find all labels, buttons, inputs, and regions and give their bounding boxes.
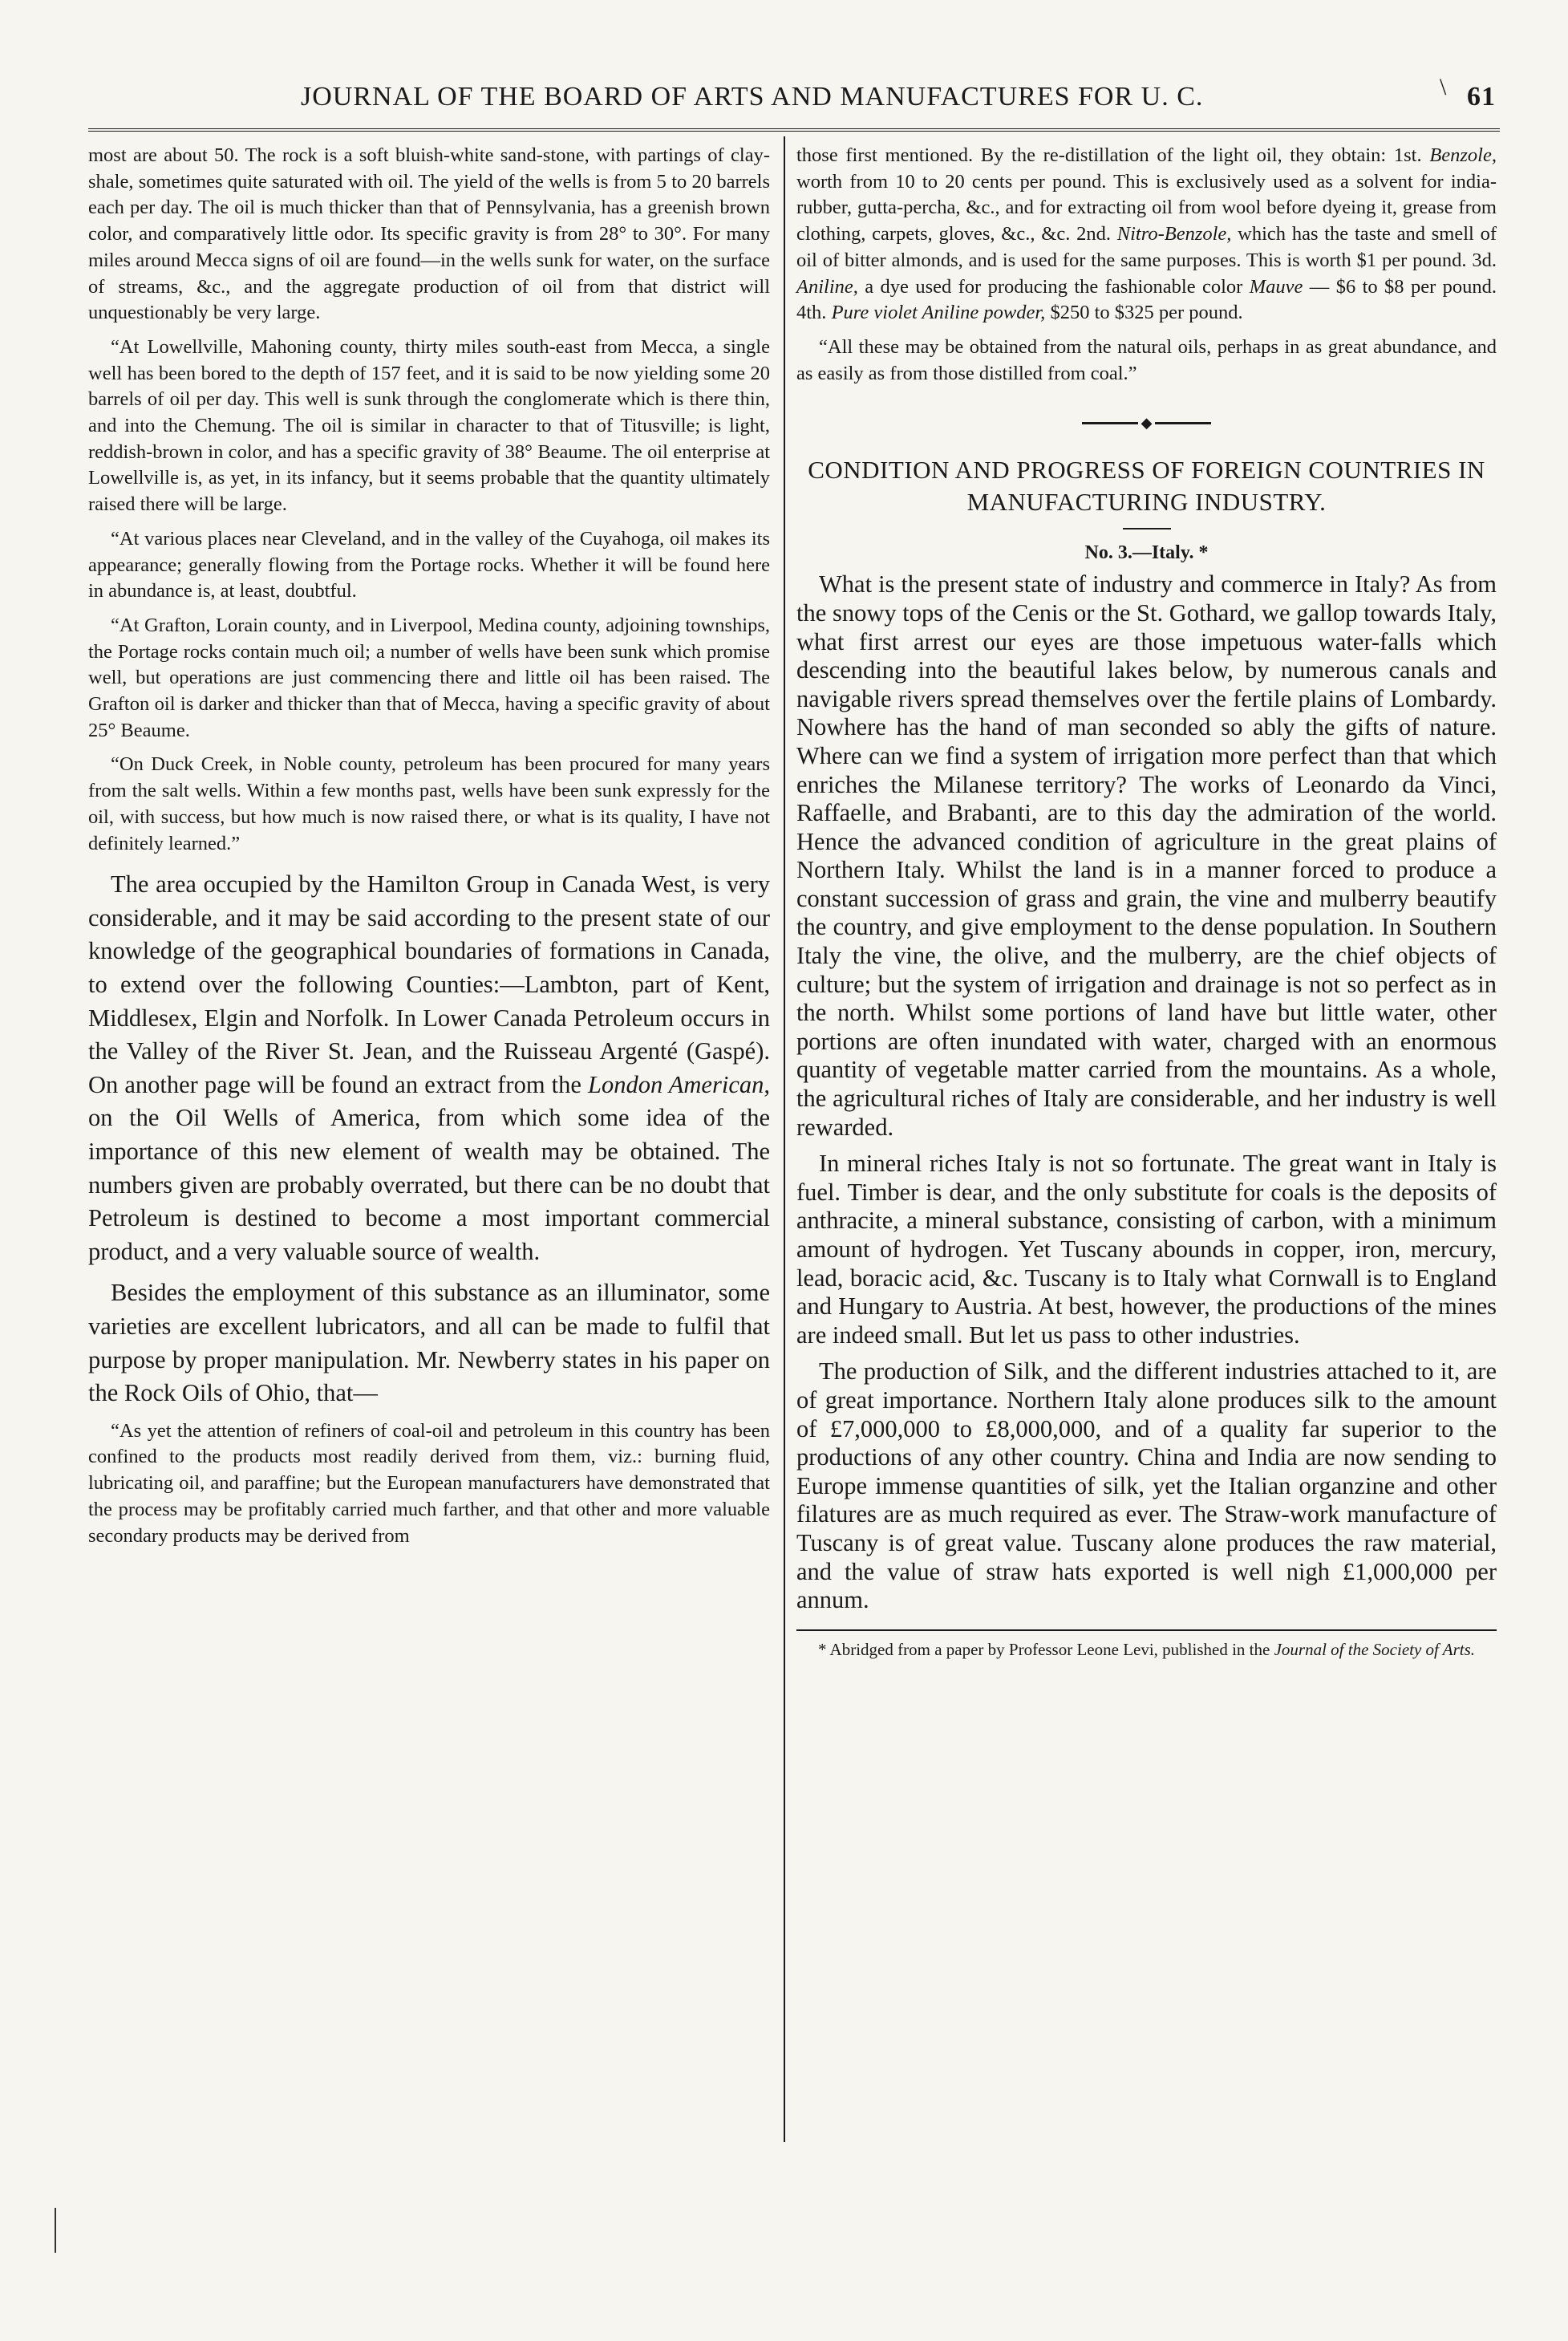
left-paragraph-7: Besides the employment of this substance as an illuminator, some varieties are excellent lubricators, and all can be made to fulfil that purpose by proper manipulation. Mr. Newberry states in his paper on the Rock Oils of Ohio, that— [88, 1279, 770, 1407]
mauve-term: Mauve [1249, 275, 1303, 298]
right-p1-a: those first mentioned. By the re-distillation of the light oil, they obtain: 1st. [796, 144, 1430, 166]
left-paragraph-1: most are about 50. The rock is a soft bluish-white sand-stone, with partings of clay-shale, sometimes quite saturated with oil. The yield of the wells is from 5 to 20 barrels each per day. The oil is much thicker than that of Pennsylvania, has a greenish brown color, and comparatively little odor. Its specific gravity is from 28° to 30°. For many miles around Mecca signs of oil are found—in the wells sunk for water, on the surface of streams, &c., and the aggregate production of oil from that district will unquestionably be very large. [88, 144, 770, 324]
right-p1-c: which has the taste and smell of oil of bitter almonds, and is used for the same purposes. This is worth $1 per pound. 3d. [796, 223, 1497, 271]
nitro-benzole-term: Nitro-Benzole, [1116, 223, 1232, 245]
footnote-source: Journal of the Society of Arts. [1274, 1639, 1476, 1659]
right-p1-f: $250 to $325 per pound. [1045, 302, 1243, 324]
column-divider [784, 136, 785, 2142]
header-mark: \ [1440, 74, 1448, 100]
right-paragraph-5: The production of Silk, and the different industries attached to it, are of great importance. Northern Italy alone produces silk to the amount of £7,000,000 to £8,000,000, and of a quality far superior to the productions of any other country. China and India are now sending to Europe immense quantities of silk, yet the Italian organzine and other filatures are as much required as ever. The Straw-work manufacture of Tuscany is of great value. Tuscany alone produces the raw material, and the value of straw hats exported is well nigh £1,000,000 per annum. [796, 1357, 1497, 1614]
diamond-ornament-icon: ◆ [1141, 415, 1153, 432]
right-p1-d: a dye used for producing the fashionable color [857, 275, 1250, 298]
article-subhead: No. 3.—Italy. * [1084, 542, 1209, 564]
section-title: CONDITION AND PROGRESS OF FOREIGN COUNTRIES IN MANUFACTURING INDUSTRY. [808, 456, 1485, 517]
london-american-title: London American, [588, 1070, 770, 1098]
title-rule [1123, 528, 1171, 529]
left-paragraph-5: “On Duck Creek, in Noble county, petroleum has been procured for many years from the salt wells. Within a few months past, wells have been sunk expressly for the oil, with success, but how much is now raised there, or what is its quality, I have not definitely learned.” [88, 753, 770, 854]
benzole-term: Benzole, [1429, 144, 1497, 166]
margin-mark [55, 2208, 56, 2253]
left-paragraph-8: “As yet the attention of refiners of coal-oil and petroleum in this country has been confined to the products most readily derived from them, viz.: burning fluid, lubricating oil, and paraffine; but the European manufacturers have demonstrated that the process may be profitably carried much farther, and that other and more valuable secondary products may be derived from [88, 1419, 770, 1547]
right-paragraph-1 [796, 143, 1497, 327]
right-paragraph-2: “All these may be obtained from the natural oils, perhaps in as great abundance, and as easily as from those distilled from coal.” [796, 335, 1497, 384]
section-separator [796, 411, 1497, 433]
left-paragraph-4: “At Grafton, Lorain county, and in Liverpool, Medina county, adjoining townships, the Portage rocks contain much oil; a number of wells have been sunk which promise well, but operations are just commencing there and little oil has been raised. The Grafton oil is darker and thicker than that of Mecca, having a specific gravity of about 25° Beaume. [88, 614, 770, 741]
left-paragraph-6-text-b: on the Oil Wells of America, from which some idea of the importance of this new element of wealth may be obtained. The numbers given are probably overrated, but there can be no doubt that Petroleum is destined to become a most important commercial product, and a very valuable source of wealth. [88, 1104, 770, 1265]
aniline-term: Aniline, [796, 275, 858, 298]
right-column [796, 143, 1497, 1660]
footnote [796, 1639, 1497, 1660]
page-number: 61 [1467, 82, 1496, 112]
left-column [88, 143, 770, 1557]
right-paragraph-4: In mineral riches Italy is not so fortunate. The great want in Italy is fuel. Timber is dear, and the only substitute for coals is the deposits of anthracite, a mineral substance, consisting of carbon, with a minimum amount of hydrogen. Yet Tuscany abounds in copper, iron, mercury, lead, boracic acid, &c. Tuscany is to Italy what Cornwall is to England and Hungary to Austria. At best, however, the productions of the mines are indeed small. But let us pass to other industries. [796, 1150, 1497, 1349]
right-paragraph-3: What is the present state of industry and commerce in Italy? As from the snowy tops of the Cenis or the St. Gothard, we gallop towards Italy, what first arrest our eyes are those impetuous water-falls which descending into the beautiful lakes below, by numerous canals and navigable rivers spread themselves over the fertile plains of Lombardy. Nowhere has the hand of man seconded so ably the gifts of nature. Where can we find a system of irrigation more perfect than that which enriches the Milanese territory? The works of Leonardo da Vinci, Raffaelle, and Brabanti, are to this day the admiration of the world. Hence the advanced condition of agriculture in the great plains of Northern Italy. Whilst the land is in a manner forced to produce a constant succession of grass and grain, the vine and mulberry beautify the country, and give employment to the dense population. In Southern Italy the vine, the olive, and the mulberry, are the chief objects of culture; but the system of irrigation and drainage is not so perfect as in the north. Whilst some portions of land have but little water, other portions are often inundated with water, charged with an enormous quantity of vegetable matter carried from the mountains. As a whole, the agricultural riches of Italy are considerable, and her industry is well rewarded. [796, 570, 1497, 1141]
footnote-rule [796, 1629, 1497, 1631]
left-paragraph-6 [88, 868, 770, 1268]
header-rule [88, 128, 1500, 132]
footnote-text: * Abridged from a paper by Professor Leone Levi, published in the [817, 1639, 1274, 1659]
right-p1-e: — $6 to $8 per pound. 4th. [796, 275, 1497, 324]
left-paragraph-3: “At various places near Cleveland, and in the valley of the Cuyahoga, oil makes its appearance; generally flowing from the Portage rocks. Whether it will be found here in abundance is, at least, doubtful. [88, 527, 770, 602]
right-p1-b: worth from 10 to 20 cents per pound. This is exclusively used as a solvent for india-rubber, gutta-percha, &c., and for extracting oil from wool before dyeing it, grease from clothing, carpets, gloves, &c., &c. 2nd. [796, 170, 1497, 245]
violet-aniline-term: Pure violet Aniline powder, [831, 302, 1046, 324]
journal-title: JOURNAL OF THE BOARD OF ARTS AND MANUFACTURES FOR U. C. [301, 82, 1204, 112]
left-paragraph-6-text-a: The area occupied by the Hamilton Group in Canada West, is very considerable, and it may be said according to the present state of our knowledge of the geographical boundaries of formations in Canada, to extend over the following Counties:—Lambton, part of Kent, Middlesex, Elgin and Norfolk. In Lower Canada Petroleum occurs in the Valley of the River St. Jean, and the Ruisseau Argenté (Gaspé). On another page will be found an extract from the [88, 870, 770, 1098]
left-paragraph-2: “At Lowellville, Mahoning county, thirty miles south-east from Mecca, a single well has been bored to the depth of 157 feet, and it is said to be now yielding some 20 barrels of oil per day. This well is sunk through the conglomerate which is there thin, and into the Chemung. The oil is similar in character to that of Titusville; is light, reddish-brown in color, and has a specific gravity of 38° Beaume. The oil enterprise at Lowellville is, as yet, in its infancy, but it seems probable that the quantity ultimately raised there will be large. [88, 335, 770, 516]
running-header [76, 74, 1496, 122]
